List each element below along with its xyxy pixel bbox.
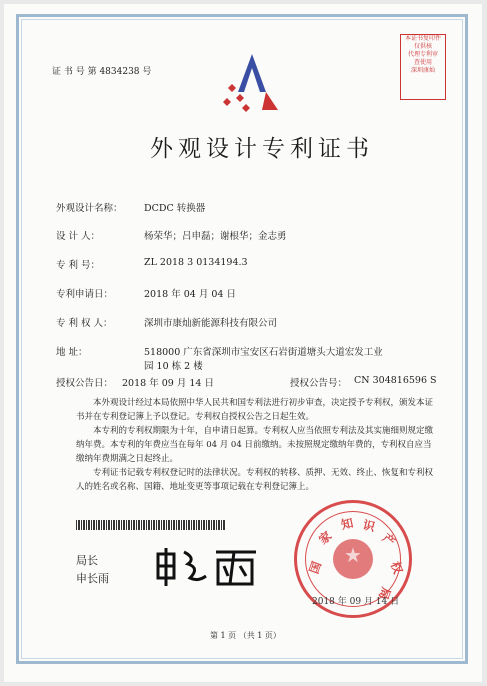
copy-stamp: 本证书复印件 仅供核 代理专利审 查使用 深圳康灿: [400, 34, 446, 100]
patent-number-label: 专 利 号：: [56, 260, 101, 271]
filing-date-label: 专利申请日：: [56, 289, 114, 300]
address-line-2: 园 10 栋 2 楼: [144, 361, 203, 372]
address-line-1: 518000 广东省深圳市宝安区石岩街道塘头大道宏发工业: [144, 347, 383, 358]
grant-number-value: CN 304816596 S: [354, 375, 437, 386]
design-name-value: DCDC 转换器: [144, 203, 206, 214]
barcode: [76, 520, 226, 530]
filing-date-value: 2018 年 04 月 04 日: [144, 289, 236, 300]
paragraph-3: 专利证书记载专利权登记时的法律状况。专利权的转移、质押、无效、终止、恢复和专利权人的姓名或名称、国籍、地址变更等事项记载在专利登记簿上。: [76, 468, 434, 492]
patent-office-logo-icon: [222, 52, 282, 114]
certificate-page: [4, 4, 482, 682]
grant-date-label: 授权公告日：: [56, 378, 114, 389]
director-title: 局长: [76, 554, 98, 567]
design-name-label: 外观设计名称：: [56, 203, 123, 214]
patentee-label: 专 利 权 人：: [56, 318, 113, 329]
page-footer: 第 1 页 （共 1 页）: [210, 631, 281, 640]
designer-label: 设 计 人：: [56, 231, 101, 242]
director-signature: [152, 544, 262, 588]
certificate-number: 证 书 号 第 4834238 号: [52, 67, 152, 77]
grant-number-label: 授权公告号：: [290, 378, 348, 389]
paragraph-2: 本专利的专利权期限为十年，自申请日起算。专利权人应当依照专利法及其实施细则规定缴纳年费。本专利的年费应当在每年 04 月 04 日前缴纳。未按照规定缴纳年费的，专利权自应当缴纳年费期满之日起终止。: [76, 426, 434, 464]
grant-date-value: 2018 年 09 月 14 日: [122, 378, 214, 389]
official-seal: ★ 国 家 知 识 产 权 局: [294, 500, 412, 618]
seal-date: 2018 年 09 月 14 日: [312, 597, 400, 607]
paragraph-1: 本外观设计经过本局依照中华人民共和国专利法进行初步审查，决定授予专利权，颁发本证书并在专利登记簿上予以登记。专利权自授权公告之日起生效。: [76, 398, 434, 422]
director-name: 申长雨: [76, 572, 109, 585]
patent-number-value: ZL 2018 3 0134194.3: [144, 257, 248, 268]
address-label: 地 址：: [56, 347, 88, 358]
designer-value: 杨荣华；吕申磊；谢根华；金志勇: [144, 231, 287, 242]
page-title: 外观设计专利证书: [150, 136, 374, 162]
patentee-value: 深圳市康灿新能源科技有限公司: [144, 318, 278, 329]
